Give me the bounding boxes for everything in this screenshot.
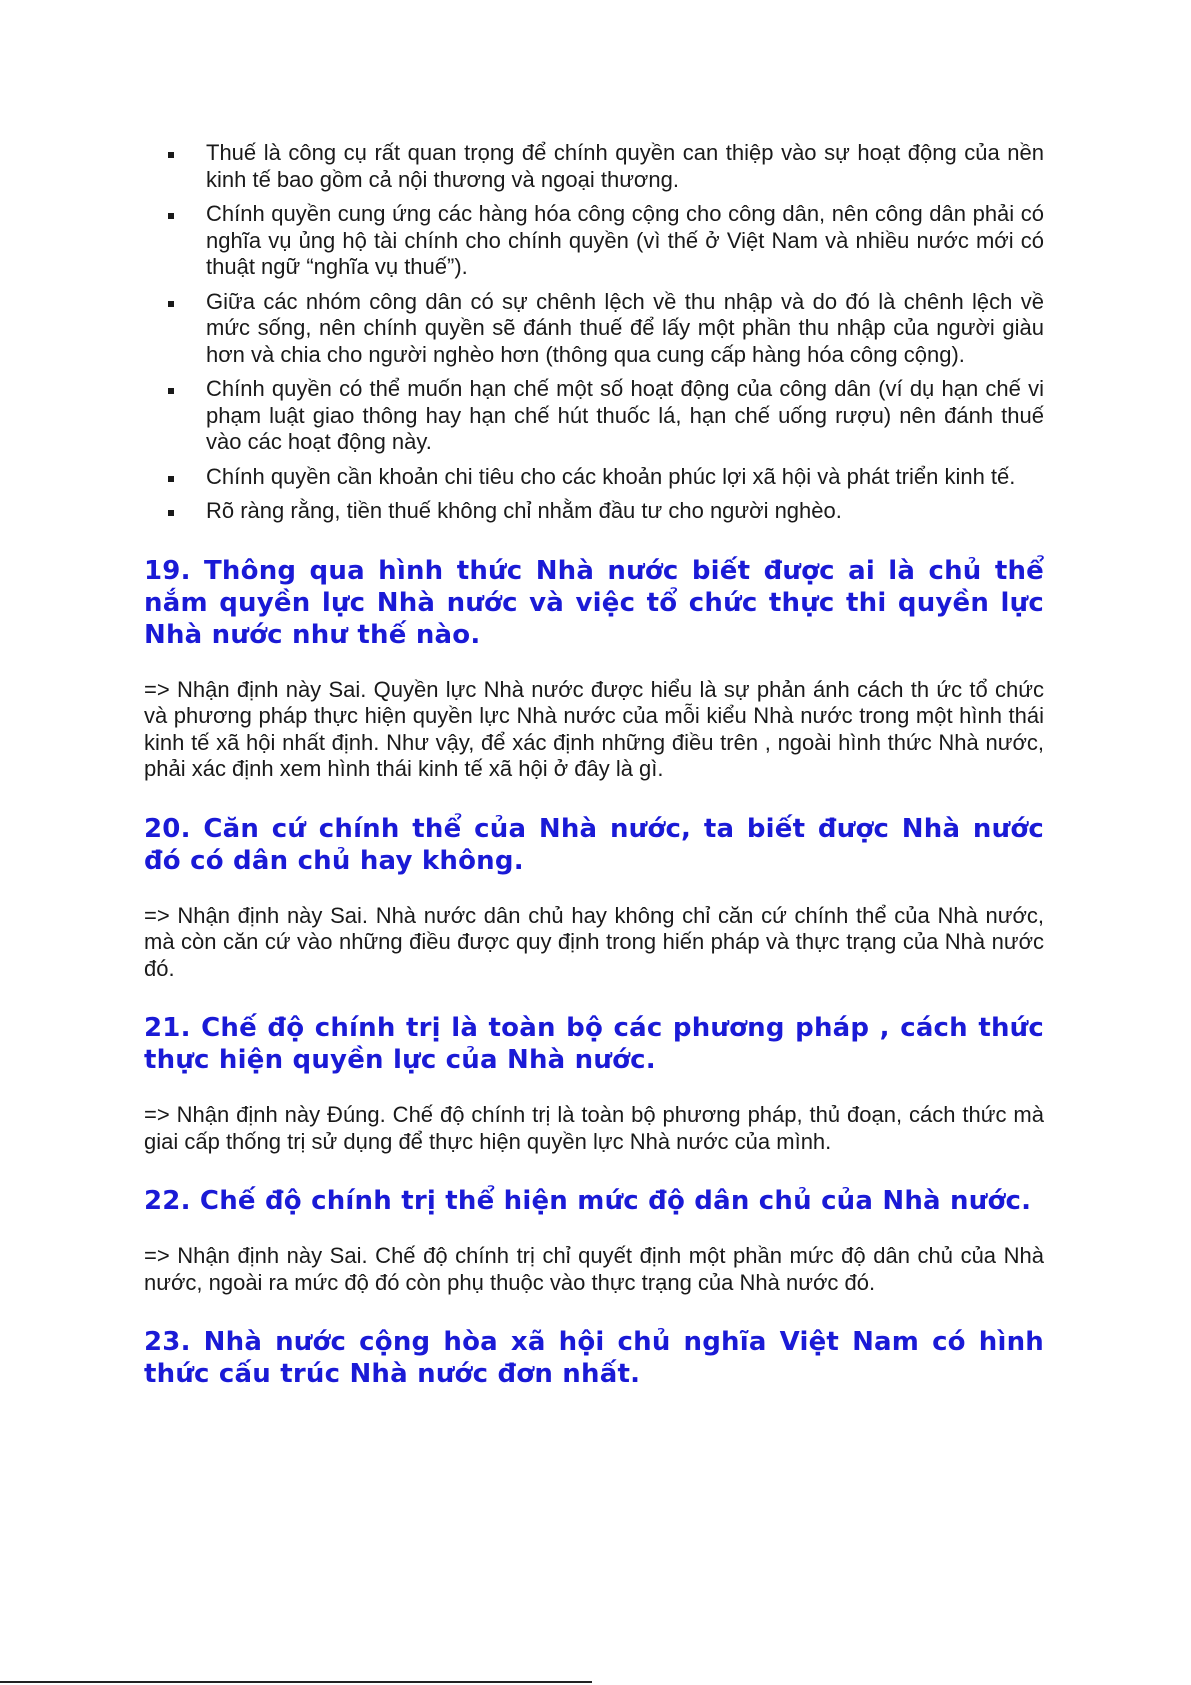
square-bullet-icon [168,510,174,516]
list-item-text: Chính quyền cung ứng các hàng hóa công cộng cho công dân, nên công dân phải có nghĩa vụ ủng hộ tài chính cho chính quyền (vì thế ở Việt Nam và nhiều nước mới có thuật ngữ “nghĩa vụ thuế”). [206,201,1044,279]
list-item [144,289,1044,369]
list-item [144,140,1044,193]
footer-divider [0,1681,592,1683]
list-item [144,376,1044,456]
question-20-answer: => Nhận định này Sai. Nhà nước dân chủ hay không chỉ căn cứ chính thể của Nhà nước, mà còn căn cứ vào những điều được quy định trong hiến pháp và thực trạng của Nhà nước đó. [144,902,1044,981]
question-23-heading: 23. Nhà nước cộng hòa xã hội chủ nghĩa Việt Nam có hình thức cấu trúc Nhà nước đơn nhất. [144,1327,1044,1389]
question-20-heading: 20. Căn cứ chính thể của Nhà nước, ta biết được Nhà nước đó có dân chủ hay không. [144,813,1044,876]
tax-reasons-list [144,140,1044,525]
list-item-text: Chính quyền cần khoản chi tiêu cho các khoản phúc lợi xã hội và phát triển kinh tế. [206,463,1016,489]
square-bullet-icon [168,388,174,394]
question-21-heading: 21. Chế độ chính trị là toàn bộ các phương pháp , cách thức thực hiện quyền lực của Nhà nước. [144,1013,1044,1075]
question-21-answer: => Nhận định này Đúng. Chế độ chính trị là toàn bộ phương pháp, thủ đoạn, cách thức mà giai cấp thống trị sử dụng để thực hiện quyền lực Nhà nước của mình. [144,1102,1044,1154]
list-item-text: Chính quyền có thể muốn hạn chế một số hoạt động của công dân (ví dụ hạn chế vi phạm luật giao thông hay hạn chế hút thuốc lá, hạn chế uống rượu) nên đánh thuế vào các hoạt động này. [206,376,1044,454]
question-22-answer: => Nhận định này Sai. Chế độ chính trị chỉ quyết định một phần mức độ dân chủ của Nhà nước, ngoài ra mức độ đó còn phụ thuộc vào thực trạng của Nhà nước đó. [144,1243,1044,1295]
question-19-answer: => Nhận định này Sai. Quyền lực Nhà nước được hiểu là sự phản ánh cách th ức tổ chức và phương pháp thực hiện quyền lực Nhà nước của mỗi kiểu Nhà nước trong một hình thái kinh tế xã hội nhất định. Như vậy, để xác định những điều trên , ngoài hình thức Nhà nước, phải xác định xem hình thái kinh tế xã hội ở đây là gì. [144,676,1044,781]
question-22-heading: 22. Chế độ chính trị thể hiện mức độ dân chủ của Nhà nước. [144,1186,1032,1216]
square-bullet-icon [168,152,174,158]
square-bullet-icon [168,213,174,219]
question-19-heading: 19. Thông qua hình thức Nhà nước biết được ai là chủ thể nắm quyền lực Nhà nước và việc tổ chức thực thi quyền lực Nhà nước như thế nào. [144,555,1044,650]
square-bullet-icon [168,301,174,307]
list-item-text: Thuế là công cụ rất quan trọng để chính quyền can thiệp vào sự hoạt động của nền kinh tế bao gồm cả nội thương và ngoại thương. [206,140,1044,192]
list-item-text: Giữa các nhóm công dân có sự chênh lệch về thu nhập và do đó là chênh lệch về mức sống, nên chính quyền sẽ đánh thuế để lấy một phần thu nhập của người giàu hơn và chia cho người nghèo hơn (thông qua cung cấp hàng hóa công cộng). [206,288,1044,367]
square-bullet-icon [168,476,174,482]
list-item [144,201,1044,281]
document-page [144,140,1044,1390]
list-item [144,498,1044,525]
list-item [144,464,1044,491]
list-item-text: Rõ ràng rằng, tiền thuế không chỉ nhằm đầu tư cho người nghèo. [206,498,842,523]
